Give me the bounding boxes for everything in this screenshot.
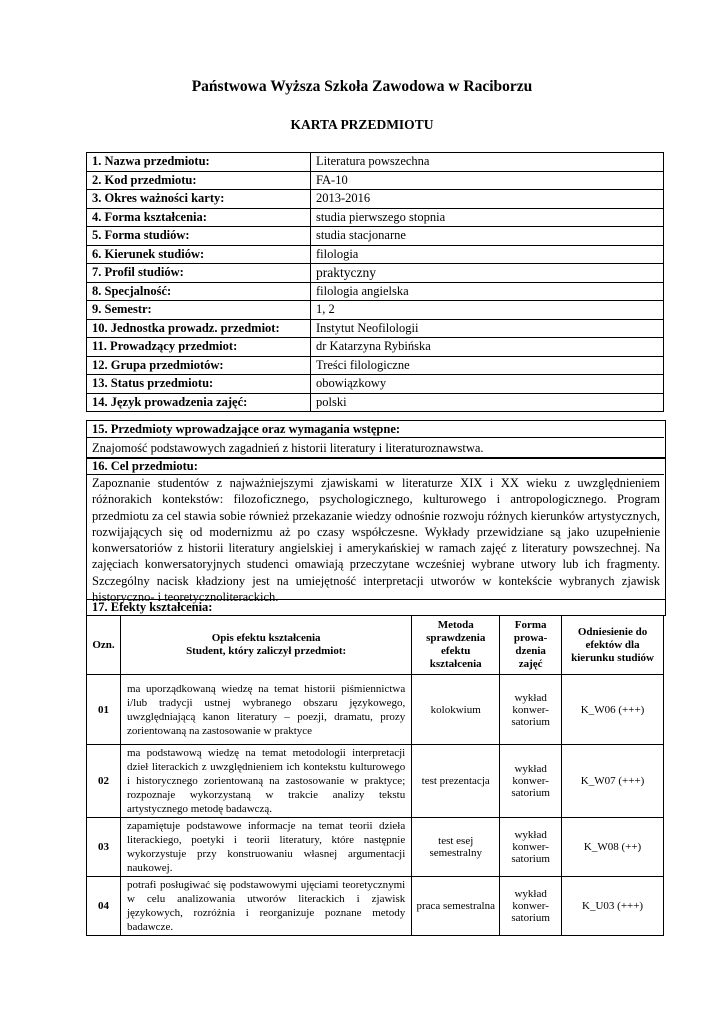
outcome-description: potrafi posługiwać się podstawowymi ujęciami teoretycznymi w celu analizowania utworów literackich i zjawisk językowych, rozróżnia i reorganizuje poznane metody badawcze. — [120, 877, 411, 936]
field-label: 6. Kierunek studiów: — [87, 245, 311, 264]
section-title: 15. Przedmioty wprowadzające oraz wymagania wstępne: — [92, 422, 401, 436]
table-row — [87, 282, 664, 301]
table-row — [87, 745, 664, 818]
outcome-form: wykład konwer- satorium — [500, 877, 562, 936]
field-label: 2. Kod przedmiotu: — [87, 171, 311, 190]
outcome-code: 02 — [87, 745, 121, 818]
outcome-description: ma podstawową wiedzę na temat metodologii interpretacji dzieł literackich z uwzględnieniem ich kontekstu kulturowego i historycznego zorientowaną na zastosowanie w praktyce; rozpoznaje wykorzystaną w trakcie analizy tekstu artystycznego metodę badawczą. — [120, 745, 411, 818]
field-value: praktyczny — [311, 264, 664, 283]
field-value: obowiązkowy — [311, 375, 664, 394]
header-ozn: Ozn. — [87, 616, 121, 675]
field-value: filologia angielska — [311, 282, 664, 301]
field-label: 5. Forma studiów: — [87, 227, 311, 246]
field-label: 12. Grupa przedmiotów: — [87, 356, 311, 375]
table-row — [87, 319, 664, 338]
field-label: 4. Forma kształcenia: — [87, 208, 311, 227]
outcome-method: kolokwium — [412, 675, 500, 745]
field-value: Treści filologiczne — [311, 356, 664, 375]
table-row — [87, 393, 664, 412]
field-label: 10. Jednostka prowadz. przedmiot: — [87, 319, 311, 338]
table-row — [87, 356, 664, 375]
field-label: 7. Profil studiów: — [87, 264, 311, 283]
field-value: Instytut Neofilologii — [311, 319, 664, 338]
outcome-form: wykład konwer- satorium — [500, 675, 562, 745]
field-label: 9. Semestr: — [87, 301, 311, 320]
table-row — [87, 208, 664, 227]
prerequisites-text: Znajomość podstawowych zagadnień z historii literatury i literaturoznawstwa. — [92, 441, 484, 455]
outcome-form: wykład konwer- satorium — [500, 818, 562, 877]
outcome-code: 01 — [87, 675, 121, 745]
field-label: 1. Nazwa przedmiotu: — [87, 153, 311, 172]
table-row — [87, 227, 664, 246]
table-row — [87, 877, 664, 936]
field-value: studia pierwszego stopnia — [311, 208, 664, 227]
field-value: FA-10 — [311, 171, 664, 190]
prerequisites-section — [86, 420, 666, 459]
field-value: dr Katarzyna Rybińska — [311, 338, 664, 357]
outcome-form: wykład konwer- satorium — [500, 745, 562, 818]
section-title: 16. Cel przedmiotu: — [92, 459, 198, 473]
header-opis — [120, 616, 411, 675]
outcome-reference: K_U03 (+++) — [562, 877, 664, 936]
course-goal-text: Zapoznanie studentów z najważniejszymi zjawiskami w literaturze XIX i XX wieku z uwzględnieniem różnorakich kontekstów: filozoficznego, psychologicznego, kulturowego i antropologicznego. Program przedmiotu za cel stawia sobie również przekazanie wiedzy odnośnie rozwoju różnych kierunków artystycznych, rozwijających się od modernizmu aż po czasy współczesne. Wykłady przewidziane są jako uzupełnienie konwersatoriów z historii literatury angielskiej i amerykańskiej w ramach zajęć z literatury powszechnej. Na zajęciach konwersatoryjnych studenci omawiają przeczytane wcześniej wybrane utwory lub ich fragmenty. Szczególny nacisk kładziony jest na umiejętność interpretacji utworów w kontekście wybranych zjawisk historyczno- i teoretycznoliterackich. — [92, 476, 660, 605]
learning-outcomes-section — [86, 599, 666, 616]
field-value: studia stacjonarne — [311, 227, 664, 246]
table-row — [87, 818, 664, 877]
table-row — [87, 675, 664, 745]
table-row — [87, 153, 664, 172]
table-row — [87, 171, 664, 190]
field-label: 14. Język prowadzenia zajęć: — [87, 393, 311, 412]
course-goal-section — [86, 457, 666, 605]
outcome-code: 03 — [87, 818, 121, 877]
field-label: 8. Specjalność: — [87, 282, 311, 301]
outcome-code: 04 — [87, 877, 121, 936]
field-label: 3. Okres ważności karty: — [87, 190, 311, 209]
outcome-method: test prezentacja — [412, 745, 500, 818]
field-value: 1, 2 — [311, 301, 664, 320]
outcome-description: ma uporządkowaną wiedzę na temat historii piśmiennictwa i/lub tradycji ustnej wybranego obszaru językowego, uwzględniającą kanon literatury – poezji, dramatu, prozy zorientowaną na zastosowanie w praktyce — [120, 675, 411, 745]
field-value: polski — [311, 393, 664, 412]
institution-title: Państwowa Wyższa Szkoła Zawodowa w Raciborzu — [191, 78, 533, 95]
section-title: 17. Efekty kształcenia: — [92, 600, 213, 614]
outcome-reference: K_W08 (++) — [562, 818, 664, 877]
outcome-reference: K_W07 (+++) — [562, 745, 664, 818]
outcome-description: zapamiętuje podstawowe informacje na temat teorii dzieła literackiego, poetyki i teorii literatury, które następnie wykorzystuje przy konstruowaniu własnej argumentacji naukowej. — [120, 818, 411, 877]
header-metoda: Metoda sprawdzenia efektu kształcenia — [412, 616, 500, 675]
header-odniesienie: Odniesienie do efektów dla kierunku studiów — [562, 616, 664, 675]
divider — [86, 437, 664, 438]
header-forma: Forma prowa- dzenia zajęć — [500, 616, 562, 675]
header-opis-line1: Opis efektu kształcenia — [211, 632, 321, 644]
table-row — [87, 375, 664, 394]
table-row — [87, 245, 664, 264]
table-header-row — [87, 616, 664, 675]
table-row — [87, 264, 664, 283]
course-info-table — [86, 152, 664, 412]
learning-outcomes-table — [86, 615, 664, 936]
field-value: Literatura powszechna — [311, 153, 664, 172]
field-label: 11. Prowadzący przedmiot: — [87, 338, 311, 357]
table-row — [87, 301, 664, 320]
field-label: 13. Status przedmiotu: — [87, 375, 311, 394]
field-value: filologia — [311, 245, 664, 264]
outcome-method: test esej semestralny — [412, 818, 500, 877]
document-title: KARTA PRZEDMIOTU — [290, 117, 434, 132]
header-opis-line2: Student, który zaliczył przedmiot: — [186, 645, 347, 657]
outcome-method: praca semestralna — [412, 877, 500, 936]
table-row — [87, 190, 664, 209]
outcome-reference: K_W06 (+++) — [562, 675, 664, 745]
field-value: 2013-2016 — [311, 190, 664, 209]
table-row — [87, 338, 664, 357]
divider — [86, 474, 664, 475]
